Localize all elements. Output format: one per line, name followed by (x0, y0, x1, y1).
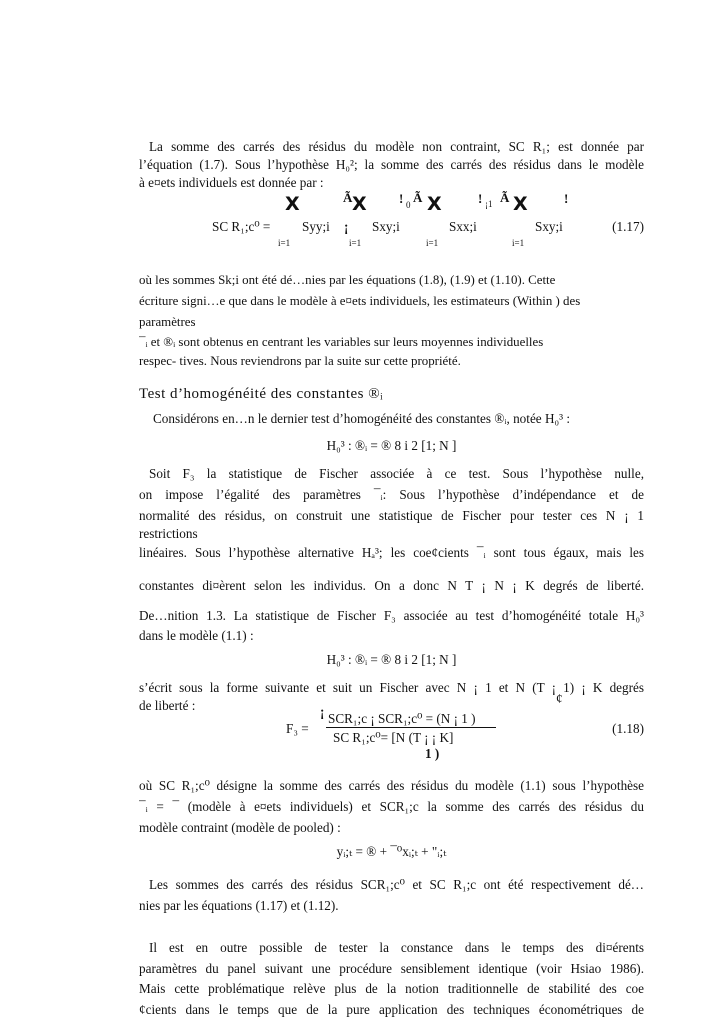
para2-line3: paramètres (139, 315, 196, 329)
sum-symbol: X (352, 193, 367, 215)
eq117-term: Sxx;i (449, 219, 477, 234)
sum-limit: i=1 (278, 238, 291, 248)
para4-line5: linéaires. Sous l’hypothèse alternative Hₐ³; les coe¢cients ¯ᵢ sont tous égaux, mais les (139, 545, 644, 560)
hypothesis-equation: H₀³ : ®ᵢ = ® 8 i 2 [1; N ] (326, 652, 457, 667)
fraction-denominator: SC R₁;c⁰= [N (T ¡ ¡ K] (333, 730, 454, 745)
equation-number: (1.18) (612, 721, 644, 736)
para4-line2: on impose l’égalité des paramètres ¯ᵢ: Sous l’hypothèse d’indépendance et de (139, 487, 644, 502)
para7-line2: paramètres du panel suivant une procédure sensiblement identique (voir Hsiao 1986). (139, 961, 644, 976)
para2-line1: où les sommes Sk;i ont été dé…nies par les équations (1.8), (1.9) et (1.10). Cette (139, 273, 556, 287)
minus-sign: ¡ (344, 219, 349, 234)
eq117-term: Sxy;i (372, 219, 400, 234)
close-paren-glyph: ! (399, 191, 404, 206)
eq118-lhs: F₃ = (286, 721, 309, 736)
para1-line1: La somme des carrés des résidus du modèle non contraint, SC R₁; est donnée par (149, 139, 644, 154)
sum-symbol: X (285, 193, 300, 215)
para4-line4: restrictions (139, 526, 198, 541)
fraction-numerator: SCR₁;c ¡ SCR₁;c⁰ = (N ¡ 1 ) (328, 711, 476, 726)
para1-line2: l’équation (1.7). Sous l’hypothèse H₀²; la somme des carrés des résidus dans le modèle (139, 157, 644, 172)
para5-line3: modèle contraint (modèle de pooled) : (139, 820, 341, 835)
exponent: ¡1 (485, 199, 493, 209)
para2-line5: respec- tives. Nous reviendrons par la suite sur cette propriété. (139, 354, 461, 368)
sum-symbol: X (513, 193, 528, 215)
para4-line3: normalité des résidus, on construit une statistique de Fischer pour tester ces N ¡ 1 (139, 508, 644, 523)
fraction-tail: 1 ) (425, 746, 440, 761)
para6-line2: nies par les équations (1.17) et (1.12). (139, 898, 339, 913)
section-heading: Test d’homogénéité des constantes ®ᵢ (139, 386, 384, 402)
model-equation: yᵢ;ₜ = ® + ¯⁰xᵢ;ₜ + "ᵢ;ₜ (336, 844, 447, 859)
para7-line1: Il est en outre possible de tester la constance dans le temps des di¤érents (149, 940, 644, 955)
sum-limit: i=1 (349, 238, 362, 248)
hypothesis-equation: H₀³ : ®ᵢ = ® 8 i 2 [1; N ] (326, 438, 457, 453)
open-paren-glyph: Ã (343, 190, 353, 205)
definition-line2: dans le modèle (1.1) : (139, 628, 254, 643)
para7-line3: Mais cette problématique relève plus de la notion traditionnelle de stabilité des coe (139, 981, 644, 996)
para2-line4: ¯ᵢ et ®ᵢ sont obtenus en centrant les variables sur leurs moyennes individuelles (139, 335, 544, 349)
cent-mark: ¢ (556, 691, 563, 706)
para3-line1: Considérons en…n le dernier test d’homogénéité des constantes ®ᵢ, notée H₀³ : (153, 411, 570, 426)
close-paren-glyph: ! (478, 191, 483, 206)
sum-limit: i=1 (426, 238, 439, 248)
definition-line4: de liberté : (139, 698, 196, 713)
exponent: 0 (406, 200, 411, 210)
equation-number: (1.17) (612, 219, 644, 234)
close-paren-glyph: ! (564, 191, 569, 206)
inverted-mark: ¡ (320, 704, 325, 719)
sum-limit: i=1 (512, 238, 525, 248)
open-paren-glyph: Ã (413, 190, 423, 205)
para7-line4: ¢cients dans le temps que de la pure application des techniques économétriques de (139, 1002, 644, 1017)
open-paren-glyph: Ã (500, 190, 510, 205)
eq117-term: Sxy;i (535, 219, 563, 234)
sum-symbol: X (427, 193, 442, 215)
para5-line1: où SC R₁;c⁰ désigne la somme des carrés des résidus du modèle (1.1) sous l’hypothèse (139, 778, 644, 793)
para4-line1: Soit F₃ la statistique de Fischer associée à ce test. Sous l’hypothèse nulle, (149, 466, 644, 481)
definition-line3: s’écrit sous la forme suivante et suit un Fischer avec N ¡ 1 et N (T ¡ 1) ¡ K degrés (139, 680, 644, 695)
eq117-term: Syy;i (302, 219, 330, 234)
fraction-bar (326, 727, 496, 728)
para5-line2: ¯ᵢ = ¯ (modèle à e¤ets individuels) et SCR₁;c la somme des carrés des résidus du (139, 799, 644, 814)
eq117-lhs: SC R₁;c⁰ = (212, 219, 271, 234)
definition-line1: De…nition 1.3. La statistique de Fischer F₃ associée au test d’homogénéité totale H₀³ (139, 608, 644, 623)
para6-line1: Les sommes des carrés des résidus SCR₁;c⁰ et SC R₁;c ont été respectivement dé… (149, 877, 644, 892)
para1-line3: à e¤ets individuels est donnée par : (139, 175, 324, 190)
para2-line2: écriture signi…e que dans le modèle à e¤ets individuels, les estimateurs (Within ) des (139, 294, 581, 308)
para4-line6: constantes di¤èrent selon les individus. On a donc N T ¡ N ¡ K degrés de liberté. (139, 578, 644, 593)
